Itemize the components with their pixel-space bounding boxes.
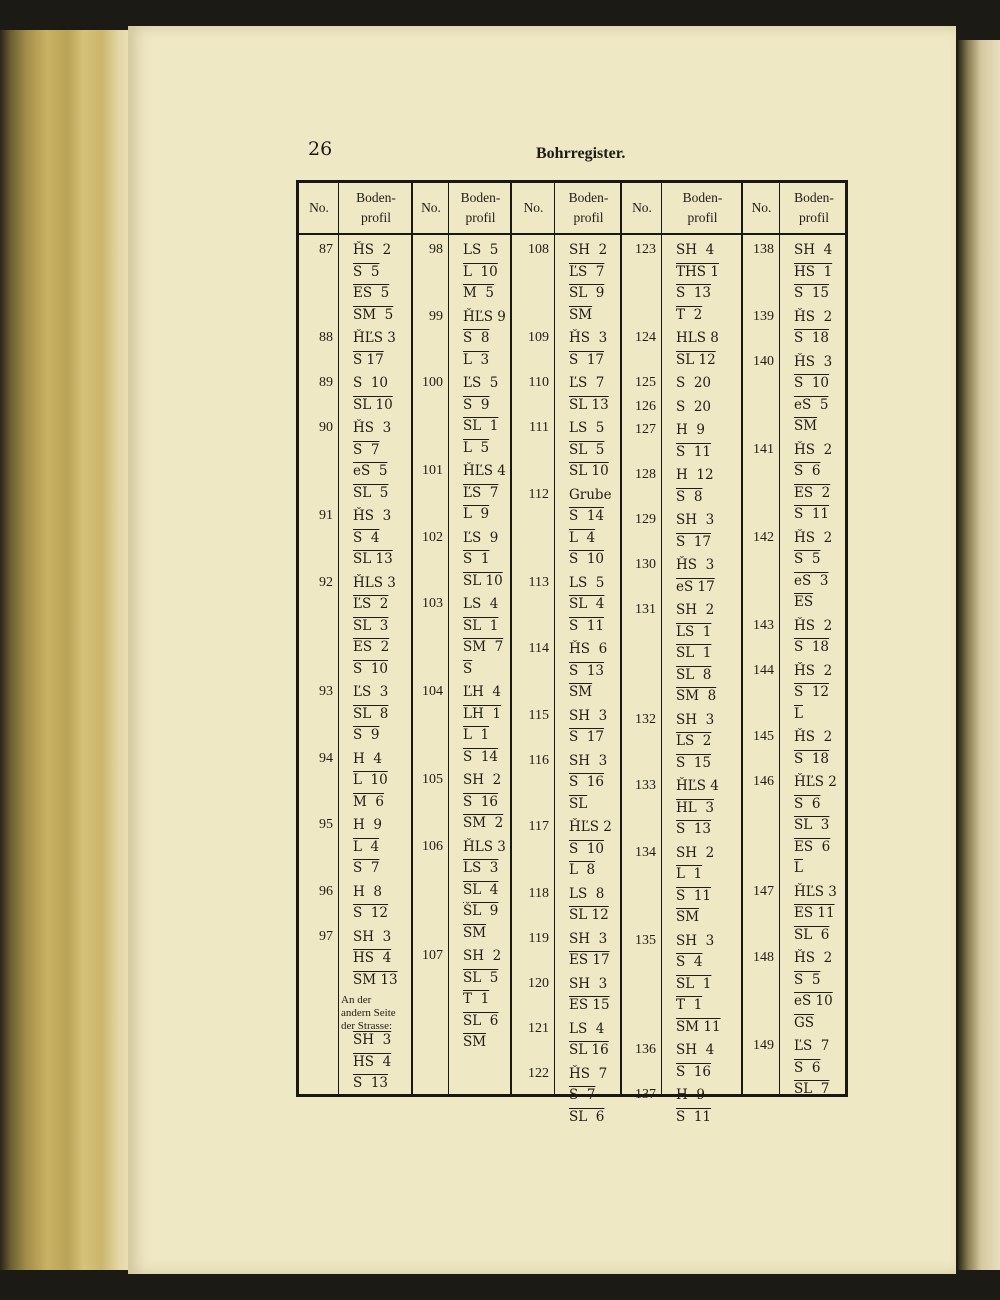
soil-profile-layer: eS 5	[353, 463, 388, 479]
soil-profile-layer: ȞS 2	[794, 441, 833, 458]
soil-profile-layer: SL 6	[794, 926, 830, 943]
boring-number: 92	[319, 574, 333, 590]
soil-profile-layer: L 8	[569, 862, 596, 878]
soil-profile-layer: ȞS 2	[794, 617, 833, 634]
soil-profile-layer: SL 13	[353, 551, 393, 567]
soil-profile-layer: SL 16	[569, 1042, 609, 1058]
soil-profile-layer: ȞĽS 2	[569, 819, 612, 835]
header-bodenprofil: Boden- profil	[460, 190, 501, 225]
boring-number: 124	[635, 330, 656, 345]
column-rule	[661, 183, 662, 1094]
soil-profile-layer: SL 3	[794, 817, 830, 833]
soil-profile-layer: ȞĽS 2	[794, 774, 837, 790]
soil-profile-layer: S 8	[463, 330, 490, 346]
boring-number: 90	[319, 420, 333, 435]
soil-profile-layer: ȞLS 3	[353, 574, 396, 591]
soil-profile-layer: SL 4	[463, 881, 499, 898]
boring-number: 129	[635, 512, 656, 527]
soil-profile-layer: $\overline{S}$	[463, 660, 473, 677]
boring-number: 105	[422, 772, 443, 787]
soil-profile-layer: S 17	[353, 351, 384, 368]
soil-profile-layer: H 4	[353, 750, 382, 767]
facing-page-edge	[958, 40, 1000, 1270]
soil-profile-layer: S 16	[569, 774, 605, 790]
boring-number: 119	[528, 930, 549, 946]
soil-profile-layer: ĽS 7	[569, 375, 605, 391]
soil-profile-layer: L 10	[353, 772, 388, 788]
soil-profile-layer: $\overline{ES}$	[794, 594, 814, 610]
soil-profile-layer: H 9	[676, 1087, 705, 1103]
boring-number: 121	[528, 1020, 549, 1036]
boring-number: 145	[753, 729, 774, 744]
book-page-edges	[0, 30, 135, 1270]
soil-profile-layer: THS 1	[676, 263, 719, 280]
soil-profile-layer: S 13	[676, 285, 712, 301]
column-rule	[779, 183, 780, 1094]
soil-profile-layer: Grube	[569, 486, 612, 503]
soil-profile-layer: L 9	[463, 506, 490, 522]
soil-profile-layer: ȞĽS 9	[463, 308, 506, 325]
soil-profile-layer: L 3	[463, 351, 490, 368]
soil-profile-layer: S 15	[794, 285, 830, 301]
soil-profile-layer: SH 4	[676, 242, 715, 258]
soil-profile-layer: SH 3	[676, 512, 715, 528]
boring-number: 106	[422, 838, 443, 854]
column-rule	[448, 183, 449, 1094]
soil-profile-layer: ĽS 7	[569, 263, 605, 280]
soil-profile-layer: SL 1	[676, 975, 712, 992]
soil-profile-layer: S 11	[794, 506, 830, 522]
boring-number: 113	[528, 574, 549, 590]
soil-profile-layer: HS 1	[794, 263, 833, 280]
soil-profile-layer: S 5	[794, 971, 821, 988]
boring-number: 108	[528, 242, 549, 257]
soil-profile-layer: SL 3	[353, 617, 389, 634]
soil-profile-layer: HLS 8	[676, 330, 719, 346]
soil-profile-layer: SL 5	[353, 484, 389, 501]
soil-profile-layer: S 20	[676, 398, 712, 415]
soil-profile-layer: S 10	[353, 660, 389, 677]
soil-profile-layer: M 5	[463, 285, 494, 301]
soil-profile-layer: SL 5	[463, 969, 499, 986]
soil-profile-layer: ȞĽS 4	[463, 463, 506, 479]
soil-profile-layer: $\overline{SM}$	[676, 909, 700, 925]
boring-number: 98	[429, 242, 443, 257]
soil-profile-layer: T 2	[676, 306, 703, 323]
soil-profile-layer: HS 4	[353, 950, 392, 966]
bohrregister-table	[296, 180, 848, 1125]
soil-profile-layer: SL 8	[353, 705, 389, 722]
boring-number: 102	[422, 529, 443, 545]
soil-profile-layer: ȞS 7	[569, 1065, 608, 1082]
soil-profile-layer: S 11	[676, 1108, 712, 1125]
soil-profile-layer: LS 4	[569, 1020, 605, 1037]
boring-number: 148	[753, 950, 774, 965]
soil-profile-layer: S 8	[676, 488, 703, 505]
soil-profile-layer: SH 3	[353, 928, 392, 945]
soil-profile-layer: SH 2	[569, 242, 608, 258]
boring-number: 112	[528, 486, 549, 502]
soil-profile-layer: SL 1	[463, 418, 499, 434]
soil-profile-layer: SL 10	[463, 572, 503, 589]
boring-number: 123	[635, 242, 656, 257]
boring-number: 111	[529, 420, 549, 435]
boring-number: 138	[753, 242, 774, 257]
soil-profile-layer: ȞĽS 3	[794, 883, 837, 900]
boring-number: 149	[753, 1038, 774, 1053]
soil-profile-layer: ES 5	[353, 285, 390, 301]
soil-profile-layer: ĽS 3	[353, 684, 389, 700]
header-bodenprofil: Boden- profil	[794, 190, 834, 225]
soil-profile-layer: eS 5	[794, 396, 829, 413]
boring-number: 101	[422, 463, 443, 478]
boring-number: 100	[422, 375, 443, 390]
soil-profile-layer: S 13	[569, 662, 605, 679]
soil-profile-layer: ĽS 7	[794, 1038, 830, 1054]
boring-number: 141	[753, 441, 774, 457]
boring-number: 127	[635, 422, 656, 437]
soil-profile-layer: ES 17	[569, 952, 610, 968]
soil-profile-layer: S 16	[463, 793, 499, 810]
soil-profile-layer: SH 3	[569, 930, 608, 947]
soil-profile-layer: S 6	[794, 463, 821, 479]
soil-profile-layer: H 8	[353, 883, 382, 900]
soil-profile-layer: LS 5	[569, 420, 605, 436]
soil-profile-layer: ȞS 2	[353, 242, 392, 258]
soil-profile-layer: S 14	[463, 748, 499, 765]
soil-profile-layer: S 18	[794, 639, 830, 655]
soil-profile-layer: S 6	[794, 795, 821, 812]
soil-profile-layer: SL 1	[676, 645, 712, 661]
soil-profile-layer: ȞS 3	[569, 330, 608, 346]
soil-profile-layer: der Strasse:	[341, 1020, 393, 1032]
soil-profile-layer: S 11	[569, 617, 605, 634]
soil-profile-layer: SL 8	[676, 666, 712, 683]
boring-number: 97	[319, 928, 333, 944]
soil-profile-layer: S 4	[353, 529, 380, 546]
soil-profile-layer: SM 13	[353, 971, 398, 988]
boring-number: 146	[753, 774, 774, 789]
soil-profile-layer: ȞS 3	[353, 420, 392, 436]
boring-number: 104	[422, 684, 443, 699]
soil-profile-layer: S 12	[353, 905, 389, 921]
soil-profile-layer: ȞĽS 3	[353, 330, 396, 346]
soil-profile-layer: T 1	[463, 991, 490, 1007]
soil-profile-layer: S 10	[353, 375, 389, 391]
soil-profile-layer: S 10	[569, 551, 605, 567]
soil-profile-layer: L 10	[463, 263, 498, 280]
soil-profile-layer: M 6	[353, 793, 384, 810]
soil-profile-layer: andern Seite	[341, 1007, 396, 1019]
header-no: No.	[523, 200, 544, 215]
boring-number: 125	[635, 375, 656, 390]
soil-profile-layer: eS 3	[794, 572, 829, 589]
soil-profile-layer: SL 4	[569, 596, 605, 612]
boring-number: 140	[753, 353, 774, 369]
soil-profile-layer: SL 12	[569, 907, 609, 923]
soil-profile-layer: S 18	[794, 750, 830, 767]
header-bodenprofil: Boden- profil	[682, 190, 723, 225]
soil-profile-layer: S 15	[676, 754, 712, 771]
boring-number: 139	[753, 308, 774, 324]
soil-profile-layer: ȞS 2	[794, 950, 833, 966]
header-bodenprofil: Boden- profil	[356, 190, 396, 225]
soil-profile-layer: S 14	[569, 508, 605, 524]
column-group-rule	[620, 183, 622, 1094]
soil-profile-layer: L 4	[569, 529, 596, 546]
soil-profile-layer: LS 5	[463, 242, 499, 258]
soil-profile-layer: $\overline{SL}$	[569, 795, 588, 812]
soil-profile-layer: SH 3	[569, 752, 608, 769]
soil-profile-layer: S 18	[794, 330, 830, 346]
soil-profile-layer: SL 12	[676, 351, 716, 368]
boring-number: 135	[635, 932, 656, 948]
soil-profile-layer: SL 9	[569, 285, 605, 301]
soil-profile-layer: ŠL 9	[463, 903, 499, 919]
boring-number: 91	[319, 508, 333, 523]
boring-number: 99	[429, 308, 443, 324]
soil-profile-layer: ES 11	[794, 905, 835, 921]
boring-number: 109	[528, 330, 549, 345]
soil-profile-layer: ȞS 6	[569, 641, 608, 657]
boring-number: 126	[635, 398, 656, 414]
soil-profile-layer: H 12	[676, 467, 714, 483]
soil-profile-layer: S 13	[353, 1075, 389, 1091]
page-number: 26	[308, 138, 333, 160]
header-rule	[299, 233, 845, 235]
column-rule	[338, 183, 339, 1094]
soil-profile-layer: H 9	[676, 422, 705, 438]
soil-profile-layer: SL 6	[569, 1108, 605, 1125]
soil-profile-layer: $\overline{L}$	[794, 705, 803, 722]
soil-profile-layer: ȞS 2	[794, 529, 833, 546]
soil-profile-layer: SH 4	[794, 242, 833, 258]
boring-number: 87	[319, 242, 333, 257]
soil-profile-layer: L 5	[463, 439, 490, 456]
boring-number: 93	[319, 684, 333, 699]
soil-profile-layer: ĽS 2	[353, 596, 389, 612]
boring-number: 147	[753, 883, 774, 899]
soil-profile-layer: SH 3	[676, 711, 715, 728]
soil-profile-layer: LS 1	[676, 623, 712, 640]
soil-profile-layer: L 4	[353, 838, 380, 855]
soil-profile-layer: SL 1	[463, 617, 499, 634]
soil-profile-layer: S 17	[676, 533, 712, 550]
soil-profile-layer: ĽH 4	[463, 684, 501, 700]
boring-number: 110	[528, 375, 549, 390]
soil-profile-layer: S 12	[794, 684, 830, 700]
soil-profile-layer: S 7	[353, 860, 380, 876]
soil-profile-layer: S 10	[794, 375, 830, 391]
soil-profile-layer: ES 6	[794, 838, 831, 855]
boring-number: 118	[528, 885, 549, 901]
soil-profile-layer: S 17	[569, 729, 605, 745]
soil-profile-layer: ĽS 7	[463, 484, 499, 501]
soil-profile-layer: S 20	[676, 375, 712, 391]
soil-profile-layer: S 6	[794, 1059, 821, 1076]
soil-profile-layer: S 9	[353, 727, 380, 743]
soil-profile-layer: SL 6	[463, 1012, 499, 1029]
soil-profile-layer: ȞS 2	[794, 308, 833, 325]
boring-number: 137	[635, 1087, 656, 1102]
soil-profile-layer: S 13	[676, 821, 712, 837]
boring-number: 120	[528, 975, 549, 991]
soil-profile-layer: S 10	[569, 840, 605, 857]
soil-profile-layer: $\overline{GS}$	[794, 1014, 815, 1031]
soil-profile-layer: S 7	[569, 1087, 596, 1103]
soil-profile-layer: ES 2	[353, 639, 390, 655]
soil-profile-layer: LS 3	[463, 860, 499, 876]
soil-profile-layer: eS 17	[676, 578, 715, 595]
soil-profile-layer: SM 8	[676, 688, 717, 704]
soil-profile-layer: $\overline{SM}$	[463, 924, 487, 941]
boring-number: 131	[635, 602, 656, 617]
header-no: No.	[309, 200, 329, 215]
soil-profile-layer: H 9	[353, 817, 382, 833]
soil-profile-layer: ȞS 3	[676, 557, 715, 573]
soil-profile-layer: ȞLS 3	[463, 838, 506, 855]
boring-number: 114	[528, 641, 549, 656]
boring-number: 132	[635, 711, 656, 727]
boring-number: 94	[319, 750, 333, 766]
soil-profile-layer: $\overline{SM}$	[569, 306, 593, 323]
soil-profile-layer: T 1	[676, 997, 703, 1013]
soil-profile-layer: SH 3	[353, 1032, 392, 1048]
soil-profile-layer: SL 10	[353, 396, 393, 413]
header-no: No.	[421, 200, 441, 215]
soil-profile-layer: ĽS 9	[463, 529, 499, 546]
soil-profile-layer: SM 5	[353, 306, 394, 323]
boring-number: 103	[422, 596, 443, 611]
soil-profile-layer: SH 4	[676, 1042, 715, 1058]
soil-profile-layer: S 17	[569, 351, 605, 368]
soil-profile-layer: SM 11	[676, 1018, 721, 1035]
soil-profile-layer: S 5	[353, 263, 380, 280]
boring-number: 107	[422, 948, 443, 963]
soil-profile-layer: ȞS 2	[794, 729, 833, 745]
soil-profile-layer: SH 2	[676, 844, 715, 861]
soil-profile-layer: SL 7	[794, 1081, 830, 1097]
soil-profile-layer: ȞĽS 4	[676, 778, 719, 794]
soil-profile-layer: HS 4	[353, 1053, 392, 1070]
soil-profile-layer: S 9	[463, 396, 490, 413]
soil-profile-layer: $\overline{SM}$	[794, 418, 818, 434]
boring-number: 115	[528, 707, 549, 723]
soil-profile-layer: ȞS 2	[794, 662, 833, 679]
soil-profile-layer: SH 3	[676, 932, 715, 949]
soil-profile-layer: SH 2	[463, 948, 502, 964]
soil-profile-layer: LS 5	[569, 574, 605, 591]
boring-number: 117	[528, 819, 549, 834]
boring-number: 88	[319, 330, 333, 345]
soil-profile-layer: S 16	[676, 1063, 712, 1080]
boring-number: 130	[635, 557, 656, 572]
soil-profile-layer: $\overline{SM}$	[463, 1034, 487, 1050]
header-no: No.	[751, 200, 772, 215]
boring-number: 143	[753, 617, 774, 633]
soil-profile-layer: S 11	[676, 887, 712, 904]
soil-profile-layer: $\overline{SM}$	[569, 684, 593, 700]
boring-number: 116	[528, 752, 549, 768]
soil-profile-layer: ES 15	[569, 997, 610, 1013]
header-bodenprofil: Boden- profil	[568, 190, 609, 225]
boring-number: 89	[319, 375, 333, 390]
running-head: Bohrregister.	[536, 145, 626, 162]
soil-profile-layer: ES 2	[794, 484, 831, 501]
soil-profile-layer: An der	[341, 994, 372, 1006]
soil-profile-layer: SL 10	[569, 463, 609, 479]
boring-number: 144	[753, 662, 774, 678]
boring-number: 96	[319, 883, 333, 899]
soil-profile-layer: S 1	[463, 551, 490, 567]
boring-number: 142	[753, 529, 774, 545]
soil-profile-layer: eS 10	[794, 993, 833, 1009]
soil-profile-layer: SH 2	[463, 772, 502, 788]
soil-profile-layer: LS 2	[676, 733, 712, 749]
soil-profile-layer: SL 13	[569, 396, 609, 413]
boring-number: 133	[635, 778, 656, 793]
soil-profile-layer: SH 3	[569, 975, 608, 992]
soil-profile-layer: ȞS 3	[353, 508, 392, 524]
soil-profile-layer: $\overline{L}$	[794, 860, 803, 876]
soil-profile-layer: L 1	[676, 866, 703, 882]
column-group-rule	[510, 183, 512, 1094]
soil-profile-layer: HL 3	[676, 799, 714, 816]
soil-profile-layer: LS 4	[463, 596, 499, 612]
soil-profile-layer: ȞS 3	[794, 353, 833, 370]
column-rule	[554, 183, 555, 1094]
soil-profile-layer: L 1	[463, 727, 490, 743]
boring-number: 95	[319, 817, 333, 832]
boring-number: 134	[635, 844, 656, 860]
soil-profile-layer: S 5	[794, 551, 821, 567]
soil-profile-layer: S 7	[353, 441, 380, 458]
soil-profile-layer: S 11	[676, 443, 712, 460]
soil-profile-layer: LH 1	[463, 705, 501, 722]
soil-profile-layer: S 4	[676, 954, 703, 970]
soil-profile-layer: LS 8	[569, 885, 605, 902]
soil-profile-layer: SM 2	[463, 815, 504, 831]
soil-profile-layer: SH 2	[676, 602, 715, 618]
boring-number: 122	[528, 1065, 549, 1081]
soil-profile-layer: SL 5	[569, 441, 605, 458]
soil-profile-layer: SH 3	[569, 707, 608, 724]
boring-number: 128	[635, 467, 656, 482]
header-no: No.	[632, 200, 652, 215]
soil-profile-layer: SM 7	[463, 639, 504, 655]
boring-number: 136	[635, 1042, 656, 1057]
soil-profile-layer: ĽS 5	[463, 375, 499, 391]
